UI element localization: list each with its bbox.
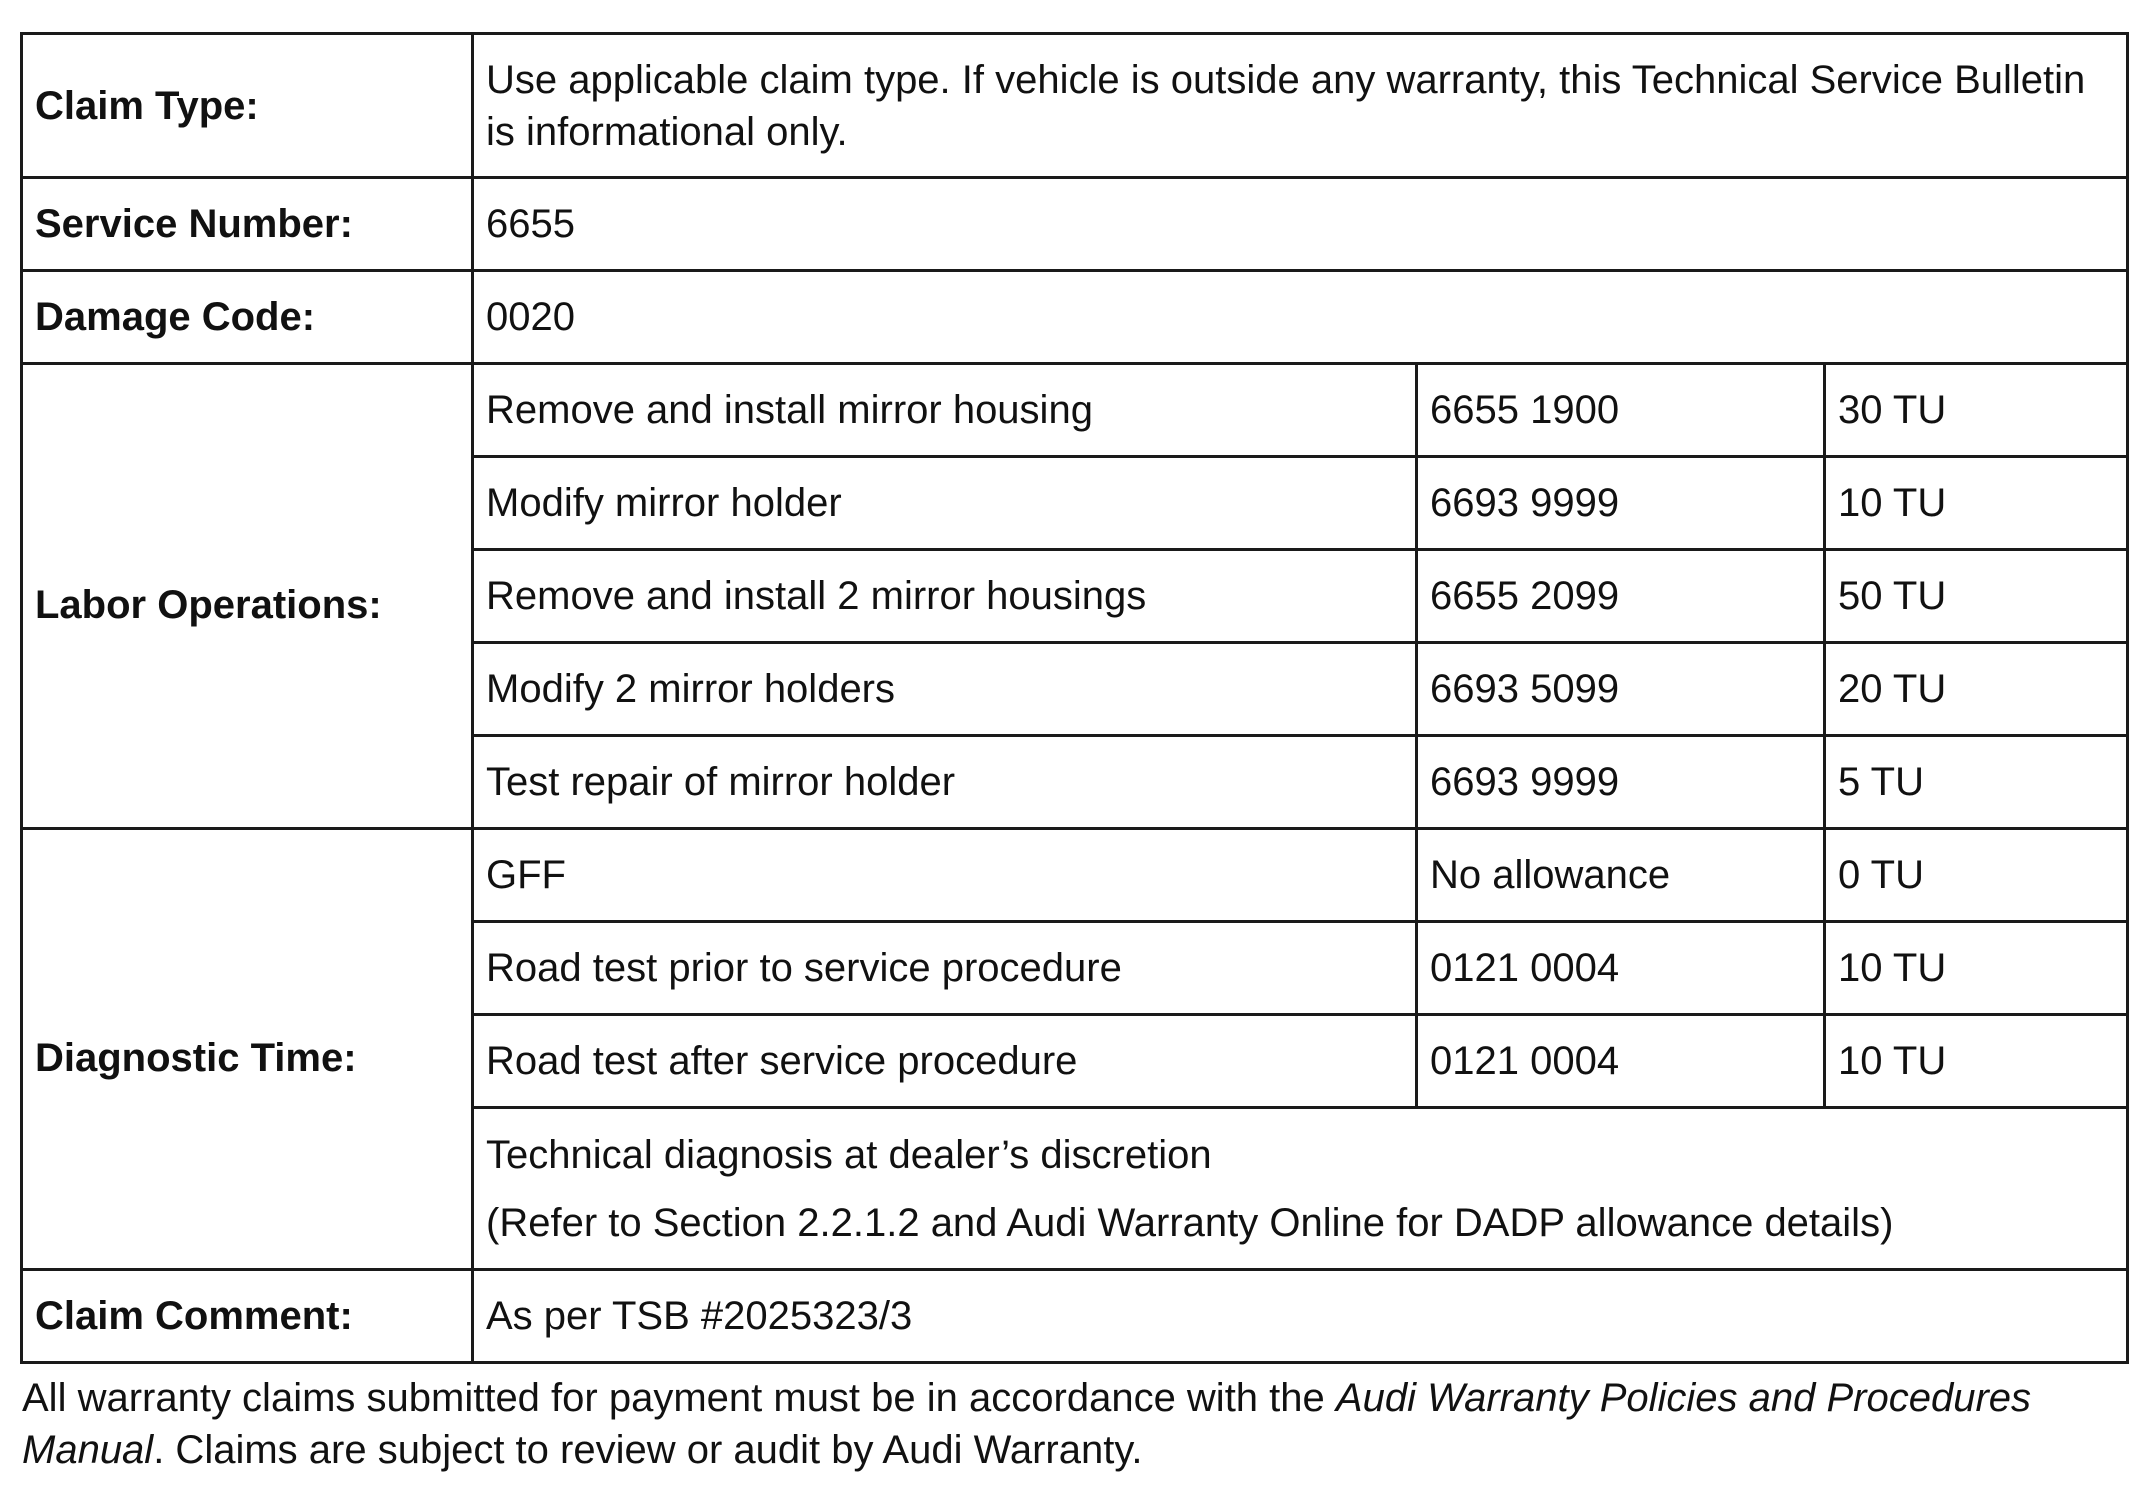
diagnostic-time-label: Diagnostic Time:: [22, 829, 473, 1270]
labor-operation-time-units: 30 TU: [1825, 364, 2128, 457]
labor-operation-code: 6655 1900: [1417, 364, 1825, 457]
diagnostic-note-line-1: Technical diagnosis at dealer’s discretion: [486, 1132, 1212, 1177]
diagnostic-note-line-2: (Refer to Section 2.2.1.2 and Audi Warranty Online for DADP allowance details): [486, 1200, 1894, 1245]
diagnostic-code: 0121 0004: [1417, 922, 1825, 1015]
diagnostic-description: Road test after service procedure: [473, 1015, 1417, 1108]
labor-operation-code: 6655 2099: [1417, 550, 1825, 643]
service-number-row: [22, 178, 2128, 271]
labor-operation-time-units: 50 TU: [1825, 550, 2128, 643]
claim-comment-value: As per TSB #2025323/3: [473, 1270, 2128, 1363]
diagnostic-time-units: 10 TU: [1825, 922, 2128, 1015]
claim-type-label: Claim Type:: [22, 34, 473, 178]
diagnostic-description: Road test prior to service procedure: [473, 922, 1417, 1015]
labor-operation-description: Test repair of mirror holder: [473, 736, 1417, 829]
claim-comment-row: [22, 1270, 2128, 1363]
labor-operation-time-units: 20 TU: [1825, 643, 2128, 736]
labor-operation-row: [22, 364, 2128, 457]
damage-code-value: 0020: [473, 271, 2128, 364]
labor-operation-code: 6693 9999: [1417, 457, 1825, 550]
warranty-claim-table: [20, 32, 2129, 1364]
diagnostic-time-row: [22, 829, 2128, 922]
labor-operation-description: Modify 2 mirror holders: [473, 643, 1417, 736]
labor-operation-description: Modify mirror holder: [473, 457, 1417, 550]
labor-operation-time-units: 10 TU: [1825, 457, 2128, 550]
claim-type-value: Use applicable claim type. If vehicle is outside any warranty, this Technical Service Bulletin is informational only.: [473, 34, 2128, 178]
diagnostic-description: GFF: [473, 829, 1417, 922]
labor-operation-time-units: 5 TU: [1825, 736, 2128, 829]
footnote-text: All warranty claims submitted for payment must be in accordance with the: [22, 1376, 1336, 1420]
diagnostic-note: [473, 1108, 2128, 1270]
footnote-text-end: . Claims are subject to review or audit by Audi Warranty.: [153, 1428, 1143, 1472]
claim-type-row: [22, 34, 2128, 178]
warranty-footnote: [22, 1372, 2128, 1476]
labor-operation-description: Remove and install 2 mirror housings: [473, 550, 1417, 643]
service-number-label: Service Number:: [22, 178, 473, 271]
labor-operation-description: Remove and install mirror housing: [473, 364, 1417, 457]
claim-comment-label: Claim Comment:: [22, 1270, 473, 1363]
damage-code-label: Damage Code:: [22, 271, 473, 364]
warranty-claim-table-container: [20, 32, 2126, 1364]
diagnostic-time-units: 10 TU: [1825, 1015, 2128, 1108]
damage-code-row: [22, 271, 2128, 364]
labor-operations-label: Labor Operations:: [22, 364, 473, 829]
labor-operation-code: 6693 5099: [1417, 643, 1825, 736]
service-number-value: 6655: [473, 178, 2128, 271]
diagnostic-code: 0121 0004: [1417, 1015, 1825, 1108]
warranty-manual-title: Audi Warranty Policies and Procedures Manual: [22, 1376, 2032, 1472]
labor-operation-code: 6693 9999: [1417, 736, 1825, 829]
diagnostic-code: No allowance: [1417, 829, 1825, 922]
diagnostic-time-units: 0 TU: [1825, 829, 2128, 922]
